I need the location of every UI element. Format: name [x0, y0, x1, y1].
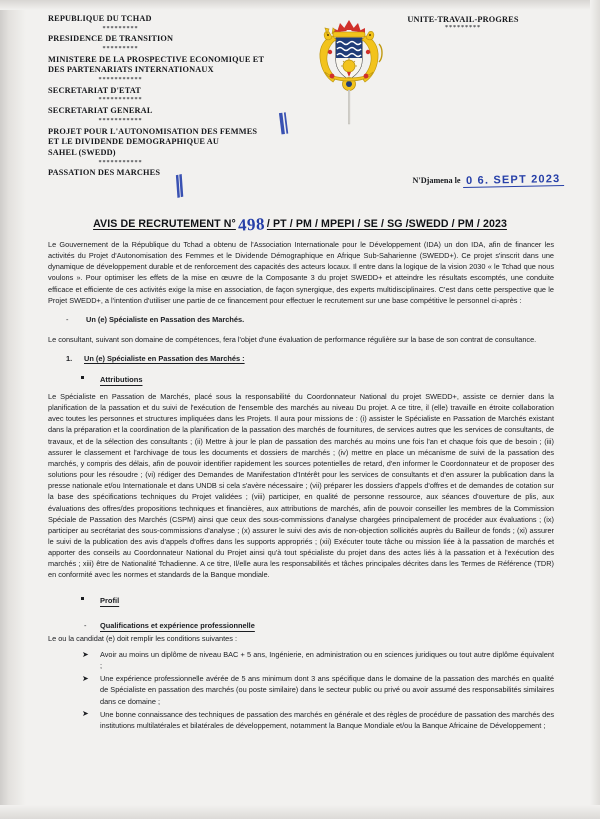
header-line-secretariat-general: SECRETARIAT GENERAL [48, 106, 153, 116]
arrow-bullet-icon: ➤ [82, 649, 89, 659]
list-item [48, 709, 554, 731]
subheading-profil [48, 595, 554, 606]
handwritten-initial-mark-upper: 𝄃 [279, 109, 289, 140]
document-header [48, 14, 553, 179]
dateline [413, 174, 564, 187]
header-line-passation: PASSATION DES MARCHES [48, 168, 161, 178]
qualifications-label: Qualifications et expérience professionnelle [100, 621, 255, 631]
header-left-block [48, 14, 320, 179]
position-bullet [48, 314, 554, 325]
header-line-ministere: MINISTERE DE LA PROSPECTIVE ECONOMIQUE ET [48, 54, 265, 64]
dash-marker: - [66, 314, 69, 324]
handwritten-date: 0 6. SEPT 2023 [462, 173, 564, 188]
title-prefix: AVIS DE RECRUTEMENT N° [93, 218, 236, 230]
qualifications-lead: Le ou la candidat (e) doit remplir les conditions suivantes : [48, 634, 237, 644]
arrow-bullet-icon: ➤ [82, 673, 89, 683]
attributions-paragraph: Le Spécialiste en Passation de Marchés, placé sous la responsabilité du Coordonnateur National du projet SWEDD+, assiste ce dernier dans la planification de la passation et du suivi de l'exécution de l'ensemble des marchés au niveau Du projet. A ce titre, il (elle) travaille en étroite collaboration avec toutes les personnes et structures impliquées dans les Projets. Il aura pour missions de : (i) assister le Spécialiste en Passation de Marchés existant dans la préparation et la coordination de la planification de la passation des marchés de fournitures, de services autres que les services de consultants, de travaux, et de la sélection des consultants ; (ii) Mettre à jour le plan de passation des marchés au moins une fois l'an et chaque fois que de besoin ; (iii) assurer le classement et l'archivage de tous les documents et dossiers de marchés ; (iv) mettre en place un mécanisme de suivi de la passation des marchés, y compris des délais, afin de pouvoir identifier rapidement les sources potentielles de retard, d'en informer le Coordonnateur et de proposer des solutions pour les résoudre ; (vi) rédiger des Demandes de Manifestation d'Intérêt pour les services de consultants et d'en assurer la publication dans la presse nationale et/ou Internationale et dans UNDB si cela s'avère nécessaire ; (vii) préparer les dossiers d'appels d'offres et de demandes de cotation sur la base des spécifications techniques du Projet validées ; (viii) participer, en qualité de personne ressource, aux séances d'ouverture de plis, aux évaluations des offres/des propositions techniques et financières, aux attributions de marchés, afin de pouvoir conseiller les membres de la Commission Spéciale de Passation des Marchés (CSPM) ainsi que ceux des sous-commissions d'analyse chargées principalement de procéder aux évaluations ; (ix) participer au secrétariat des sous-commissions d'analyse ; (x) assurer le suivi des avis de non-objection sollicités auprès du Bailleur de fonds ; (xi) assurer le suivi de la publication des avis d'appels d'offres dans les supports appropriés ; (xii) Exécuter toute tâche ou mission liée à la passation de marchés et apporter des conseils au Coordonnateur National du Projet ainsi qu'à tout spécialiste du projet dans des actes liés à la passation et à l'exécution des marchés ; xiii) être de Nationalité Tchadienne. A ce titre, Il/elle aura les responsabilités et tâches principales décrites dans les Termes de Référence (TDR) en conformité avec les normes et standards de la Banque mondiale. [48, 391, 554, 580]
dateline-label: N'Djamena le [412, 176, 461, 185]
header-line-projet-2: ET LE DIVIDENDE DEMOGRAPHIQUE AU [48, 137, 220, 147]
header-line-presidence: PRESIDENCE DE TRANSITION [48, 34, 174, 44]
header-stars-6: *********** [98, 158, 143, 166]
header-line-sahel: SAHEL (SWEDD) [48, 147, 116, 157]
section-number: 1. [66, 354, 73, 364]
attributions-label: Attributions [100, 374, 143, 384]
title-suffix: / PT / PM / MPEPI / SE / SG /SWEDD / PM / 2023 [266, 218, 507, 230]
subheading-attributions [48, 374, 554, 385]
qualification-text: Avoir au moins un diplôme de niveau BAC + 5 ans, Ingénierie, en administration ou en sciences juridiques ou tout autre diplôme équivalent ; [100, 650, 554, 671]
document-body [48, 239, 554, 733]
qualification-text: Une bonne connaissance des techniques de passation des marchés en générale et des règles de procédure de passation des marchés des institutions multilatérales et bilatérales de développement, notamment la Banque Mondiale et/ou la Banque Africaine de Développement ; [100, 709, 554, 730]
position-bullet-label: Un (e) Spécialiste en Passation des Marchés. [86, 314, 245, 324]
header-stars-5: *********** [98, 116, 143, 124]
square-bullet-icon [81, 376, 84, 379]
section-title: Un (e) Spécialiste en Passation des Marchés : [84, 354, 245, 364]
intro-paragraph: Le Gouvernement de la République du Tchad a obtenu de l'Association Internationale pour le Développement (IDA) un don IDA, afin de financer les activités du Projet d'Autonomisation des Femmes et le Dividende Démographique en Afrique Sub-Saharienne (SWEDD+). Ce projet s'inscrit dans une dynamique de développement durable et de renforcement des capacités des acteurs locaux. Il entre dans la logique de la vision 2030 « le Tchad que nous voulons ». Pour optimiser les effets de la mise en œuvre de la Composante 3 du projet SWEDD+ et atteindre les résultats escomptés, une conduite efficace et efficiente de ces activités exige la mise en association, de façon synergique, des experts multidisciplinaires. C'est dans cette perspective que le Projet SWEDD+, a l'intention d'utiliser une partie de ce financement pour effectuer le recrutement sur une base compétitive le personnel ci-après : [48, 240, 554, 305]
qualification-text: Une expérience professionnelle avérée de 5 ans minimum dont 3 ans spécifique dans le domaine de la passation des marchés en qualité de Spécialiste en passation des marchés (ou poste similaire) dans le secteur public ou privé ou avoir assumé des responsabilités similaires dans ce domaine ; [100, 674, 554, 706]
header-stars-motto: ********* [445, 24, 481, 31]
header-line-partenariats: DES PARTENARIATS INTERNATIONAUX [48, 65, 214, 75]
list-item [48, 673, 554, 706]
handwritten-reference-number: 498 [237, 214, 266, 235]
handwritten-initial-mark-lower: ∥ [173, 170, 186, 199]
page-title [0, 215, 600, 235]
header-line-secretariat-etat: SECRETARIAT D'ETAT [48, 85, 141, 95]
chad-coat-of-arms-icon [303, 14, 395, 126]
evaluation-paragraph: Le consultant, suivant son domaine de compétences, fera l'objet d'une évaluation de performance régulière sur la base de son contrat de consultance. [48, 335, 537, 345]
subheading-qualifications [48, 620, 554, 631]
header-stars-1: ********* [102, 24, 139, 32]
dash-marker: - [84, 621, 87, 631]
national-motto: UNITE-TRAVAIL-PROGRES [407, 15, 519, 24]
header-stars-2: ********* [102, 45, 139, 53]
list-item [48, 649, 554, 671]
square-bullet-icon [81, 597, 84, 600]
section-heading-1 [48, 353, 554, 364]
header-stars-3: *********** [98, 76, 143, 84]
qualifications-list [48, 649, 554, 730]
header-line-projet-1: PROJET POUR L'AUTONOMISATION DES FEMMES [48, 126, 258, 136]
profil-label: Profil [100, 595, 120, 605]
arrow-bullet-icon: ➤ [82, 709, 89, 719]
header-line-republique: REPUBLIQUE DU TCHAD [48, 14, 152, 23]
header-stars-4: *********** [98, 96, 143, 104]
header-right-block [373, 14, 553, 34]
